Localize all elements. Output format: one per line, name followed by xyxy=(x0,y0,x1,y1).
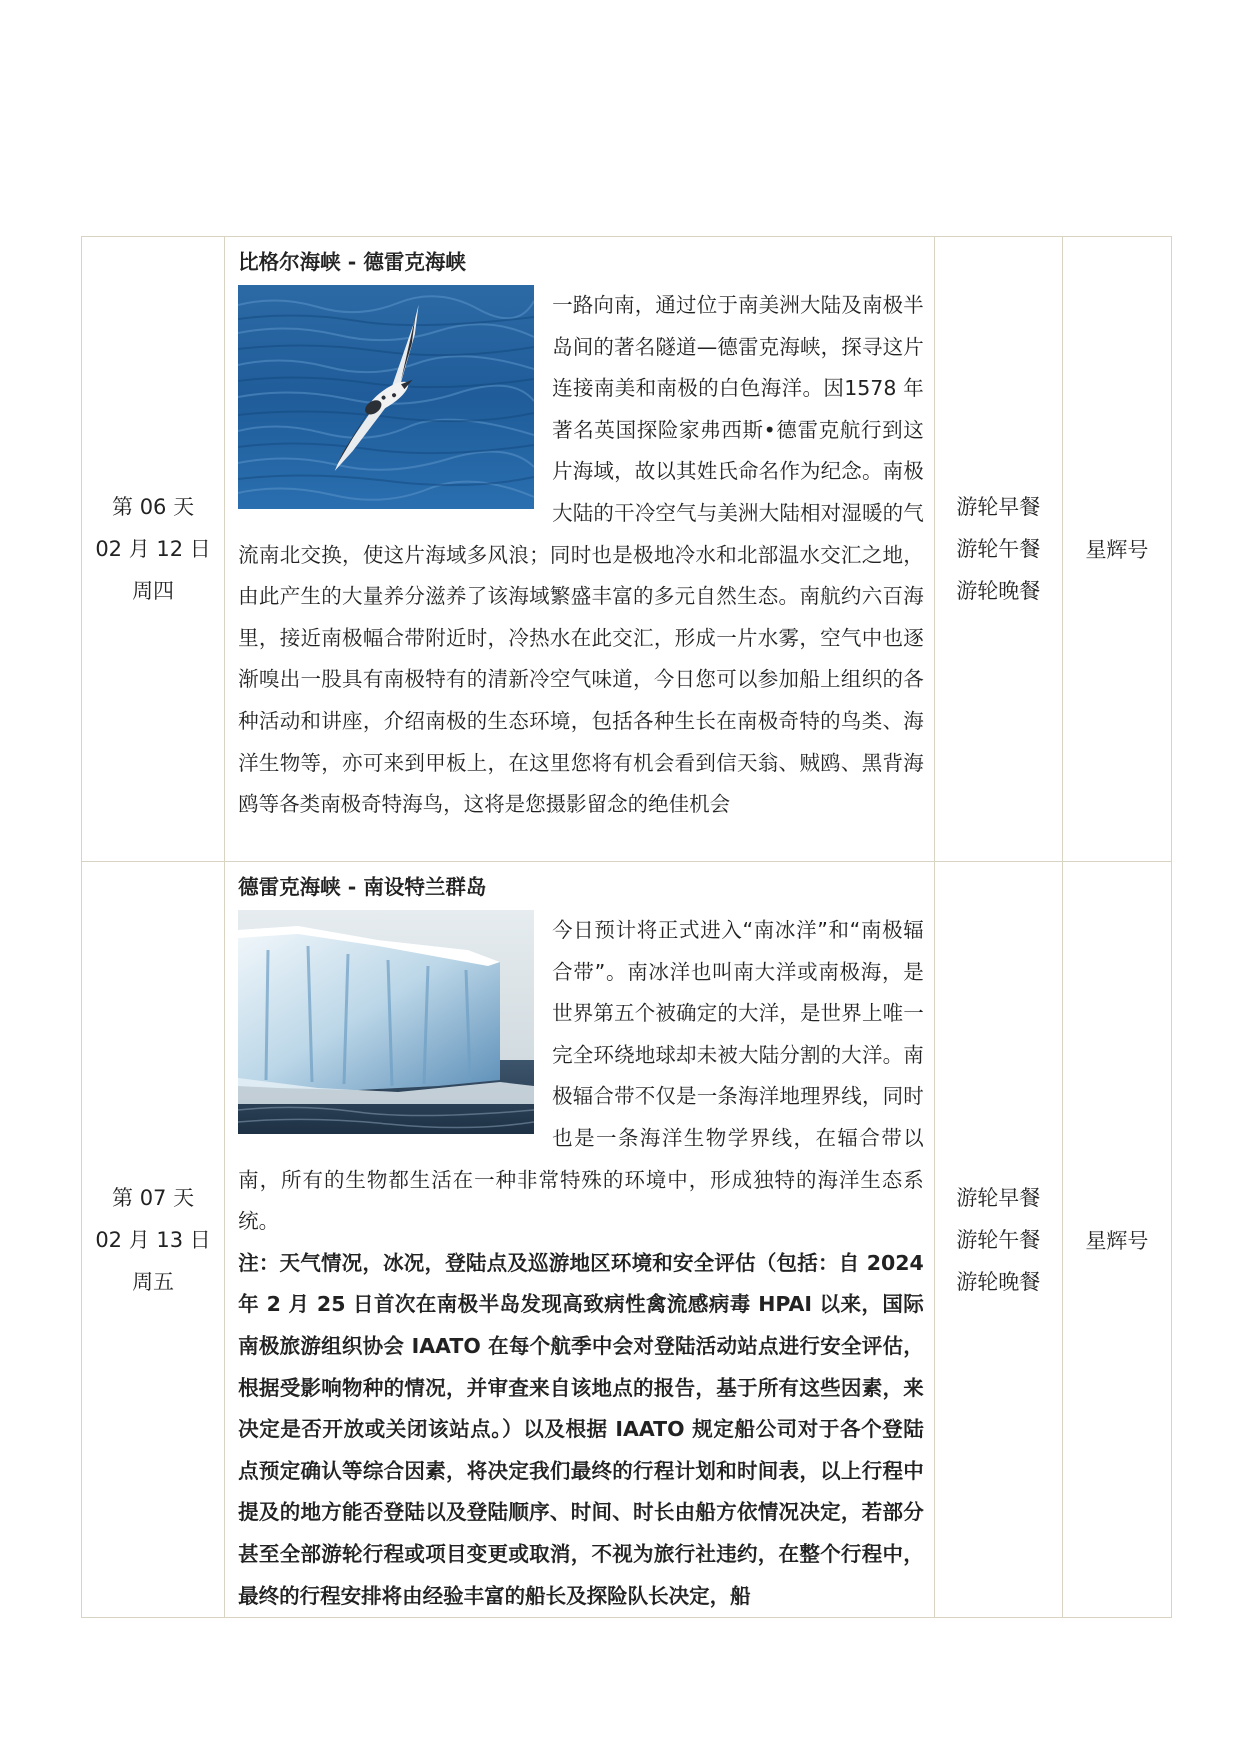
day-number: 第 06 天 xyxy=(112,495,195,519)
ship-name: 星辉号 xyxy=(1085,1228,1149,1253)
day-cell xyxy=(82,237,225,862)
meals-cell xyxy=(934,862,1062,1618)
meal-lunch: 游轮午餐 xyxy=(956,537,1041,561)
day-number: 第 07 天 xyxy=(112,1185,195,1210)
day-date: 02 月 12 日 xyxy=(95,537,211,561)
meal-lunch: 游轮午餐 xyxy=(956,1227,1041,1252)
route-title: 比格尔海峡 - 德雷克海峡 xyxy=(238,250,466,274)
ship-cell xyxy=(1062,237,1171,862)
seabird-photo xyxy=(238,285,534,509)
meals-cell xyxy=(934,237,1062,862)
ship-cell xyxy=(1062,862,1171,1618)
day-date: 02 月 13 日 xyxy=(95,1227,211,1252)
itinerary-row-day-07 xyxy=(82,862,1172,1618)
ship-name: 星辉号 xyxy=(1085,538,1149,562)
travel-notice: 注：天气情况，冰况，登陆点及巡游地区环境和安全评估（包括：自 2024 年 2 月 25 日首次在南极半岛发现高致病性禽流感病毒 HPAI 以来，国际南极旅游组织协会 IAATO 在每个航季中会对登陆活动站点进行安全评估，根据受影响物种的情况，并审查来自该地点的报告，基于所有这些因素，来决定是否开放或关闭该站点。）以及根据 IAATO 规定船公司对于各个登陆点预定确认等综合因素，将决定我们最终的行程计划和时间表，以上行程中提及的地方能否登陆以及登陆顺序、时间、时长由船方依情况决定，若部分甚至全部游轮行程或项目变更或取消，不视为旅行社违约，在整个行程中，最终的行程安排将由经验丰富的船长及探险队长决定，船 xyxy=(238,1250,924,1608)
iceberg-photo xyxy=(238,910,534,1134)
day-weekday: 周四 xyxy=(132,579,175,603)
meal-breakfast: 游轮早餐 xyxy=(956,495,1041,519)
itinerary-row-day-06 xyxy=(82,237,1172,862)
route-description: 今日预计将正式进入“南冰洋”和“南极辐合带”。南冰洋也叫南大洋或南极海，是世界第五个被确定的大洋，是世界上唯一完全环绕地球却未被大陆分割的大洋。南极辐合带不仅是一条海洋地理界线，同时也是一条海洋生物学界线，在辐合带以南，所有的生物都生活在一种非常特殊的环境中，形成独特的海洋生态系统。 xyxy=(238,918,924,1234)
iceberg-image xyxy=(238,910,534,1134)
description-cell xyxy=(225,237,935,862)
day-cell xyxy=(82,862,225,1618)
day-weekday: 周五 xyxy=(132,1269,175,1294)
route-title: 德雷克海峡 - 南设特兰群岛 xyxy=(238,875,487,899)
meal-breakfast: 游轮早餐 xyxy=(956,1185,1041,1210)
route-description: 一路向南，通过位于南美洲大陆及南极半岛间的著名隧道—德雷克海峡，探寻这片连接南美和南极的白色海洋。因1578 年著名英国探险家弗西斯•德雷克航行到这片海域，故以其姓氏命名作为纪念。南极大陆的干冷空气与美洲大陆相对湿暖的气流南北交换，使这片海域多风浪；同时也是极地冷水和北部温水交汇之地，由此产生的大量养分滋养了该海域繁盛丰富的多元自然生态。南航约六百海里，接近南极幅合带附近时，冷热水在此交汇，形成一片水雾，空气中也逐渐嗅出一股具有南极特有的清新冷空气味道，今日您可以参加船上组织的各种活动和讲座，介绍南极的生态环境，包括各种生长在南极奇特的鸟类、海洋生物等，亦可来到甲板上，在这里您将有机会看到信天翁、贼鸥、黑背海鸥等各类南极奇特海鸟，这将是您摄影留念的绝佳机会 xyxy=(238,293,924,817)
itinerary-table xyxy=(81,236,1172,1618)
meal-dinner: 游轮晚餐 xyxy=(956,1269,1041,1294)
petrel-over-ocean-image xyxy=(238,285,534,509)
meal-dinner: 游轮晚餐 xyxy=(956,579,1041,603)
description-cell xyxy=(225,862,935,1618)
